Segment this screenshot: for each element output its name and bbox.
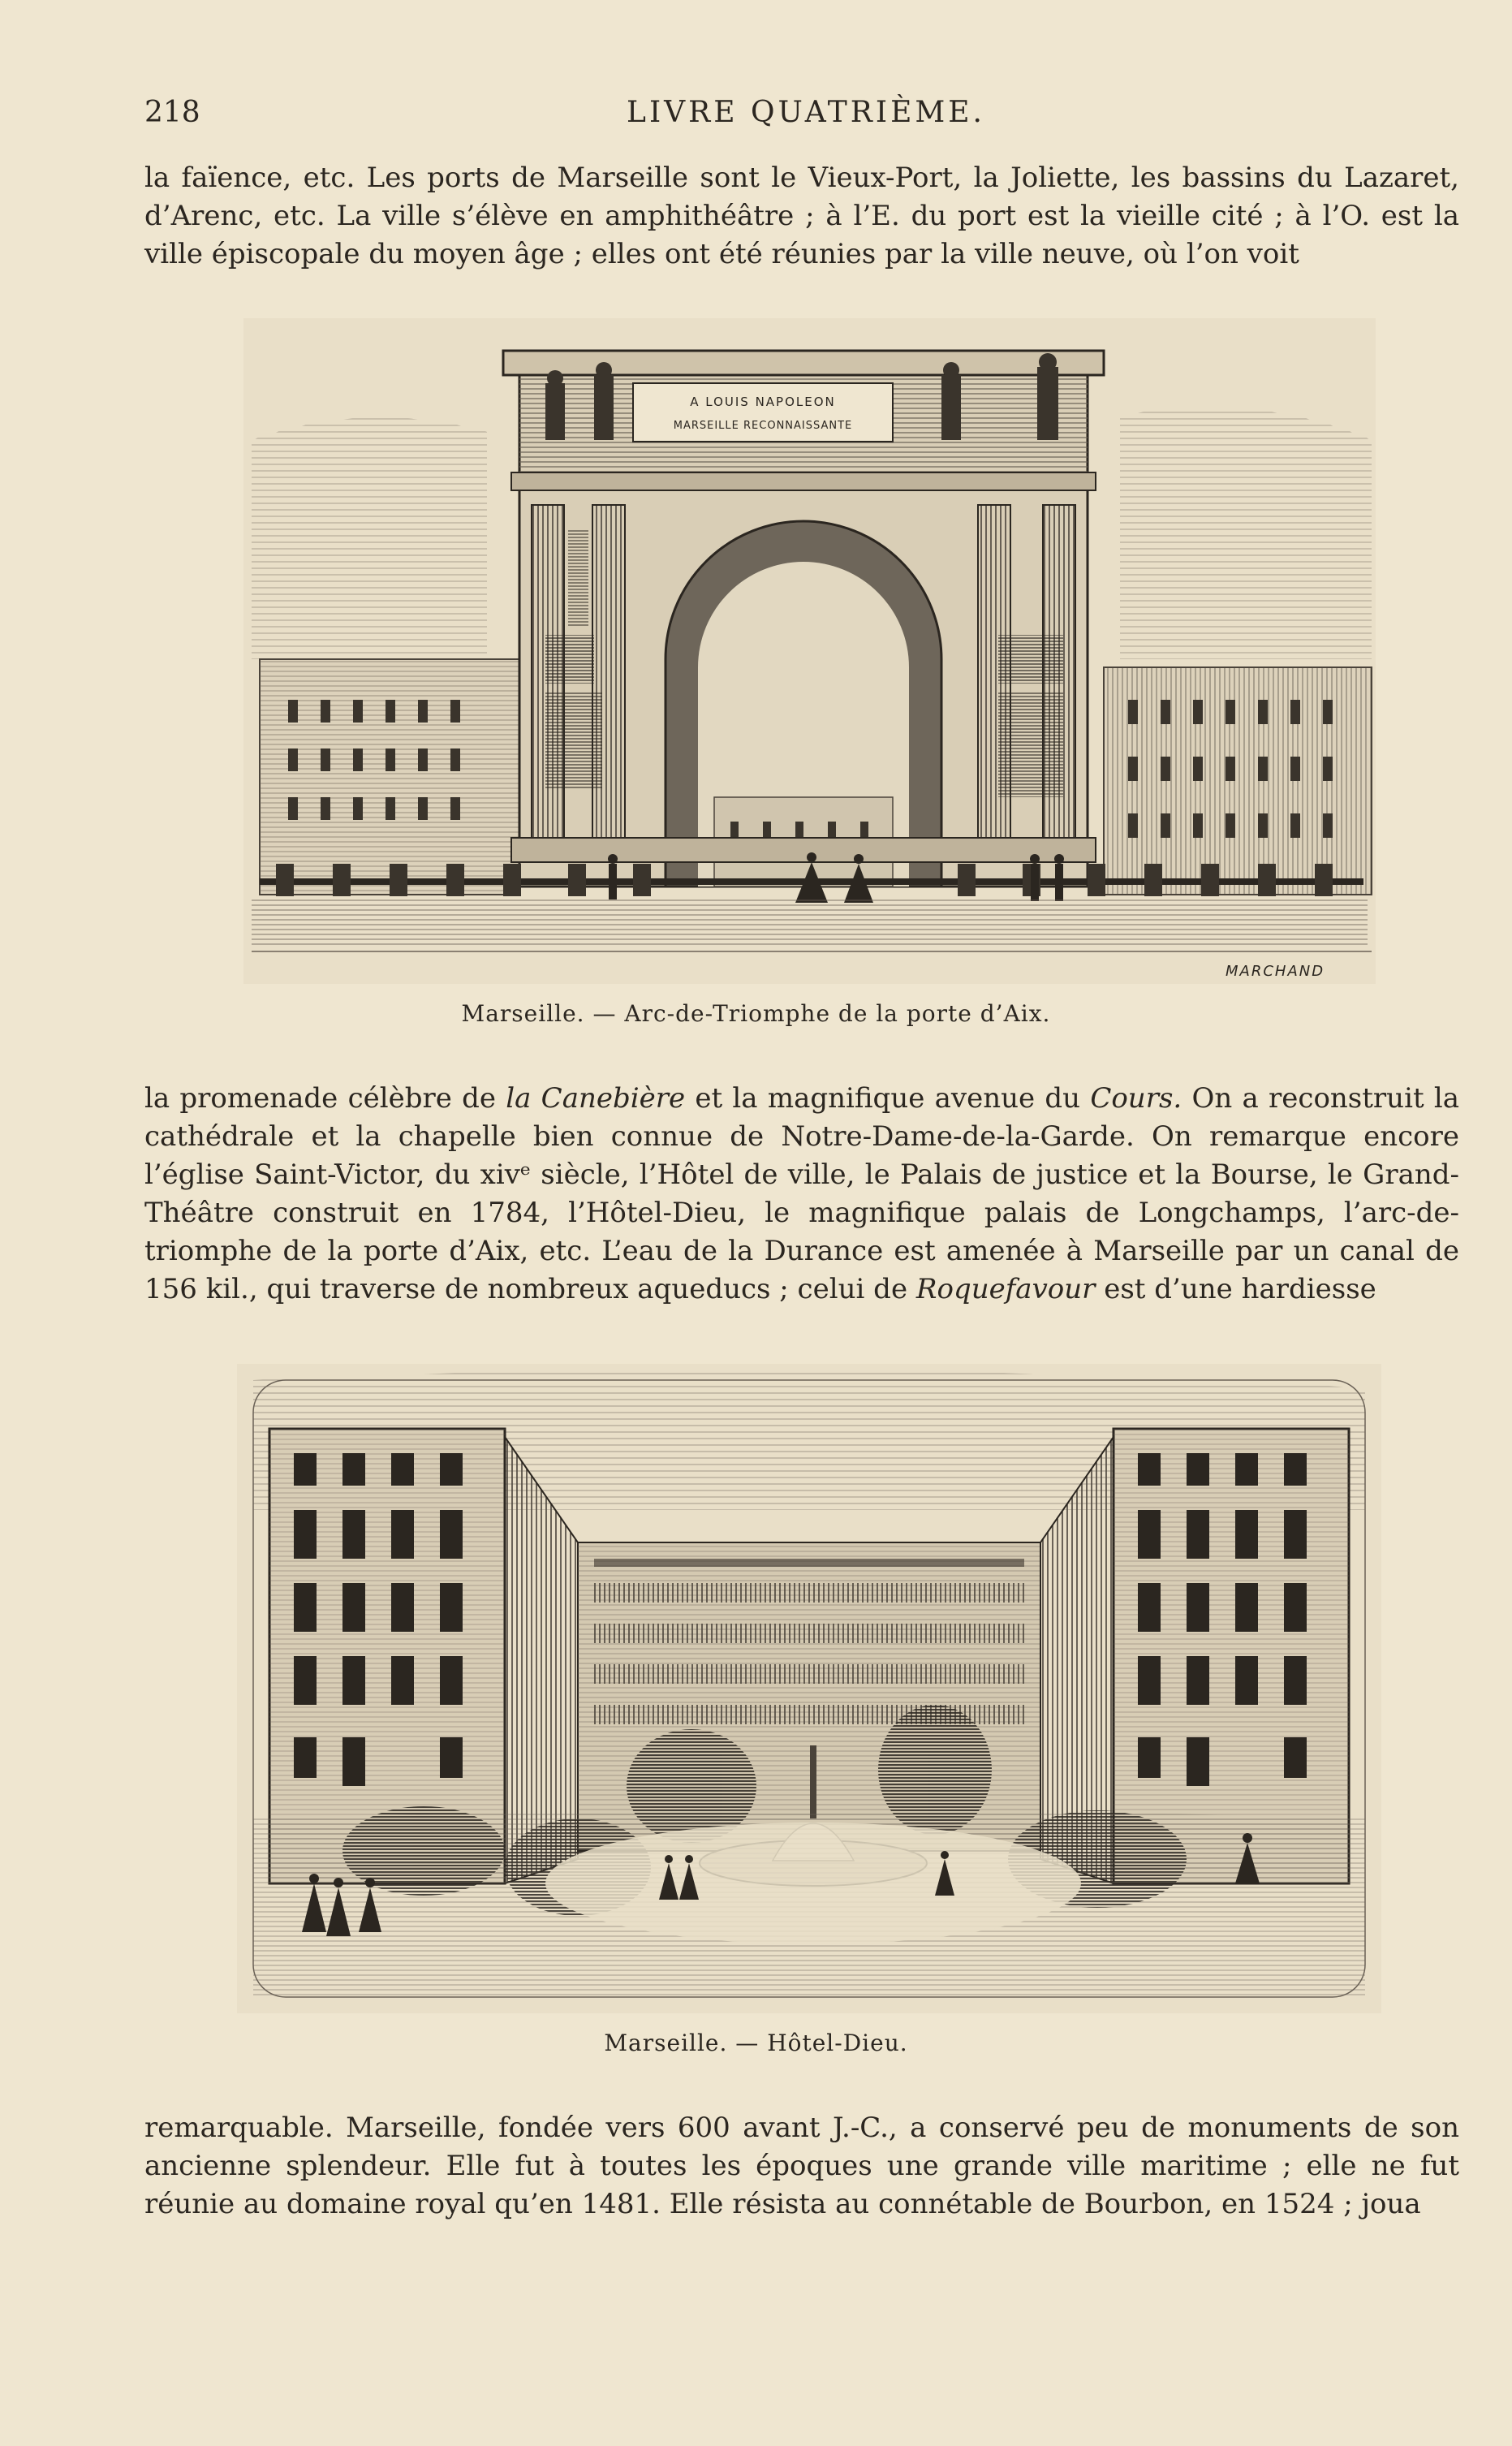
page-header [144, 96, 1467, 141]
figure-hotel-dieu [237, 1364, 1381, 2013]
figure-arc-de-triomphe [243, 318, 1376, 984]
text-run: est d’une hardiesse [1095, 1273, 1376, 1305]
italic-run: Roquefavour [915, 1273, 1096, 1305]
text-run: On a reconstruit la cathédrale et la chapelle bien connue de Notre-Dame-de-la-Garde. On remarque encore l’église Saint-Victor, du xivᵉ siècle, l’Hôtel de ville, le Palais de justice et la Bourse, le Grand-Théâtre construit en 1784, l’Hôtel-Dieu, le magnifique palais de Longchamps, l’arc-de-triomphe de la porte d’Aix, etc. L’eau de la Durance est amenée à Marseille par un canal de 156 kil., qui traverse de nombreux aqueducs ; celui de [144, 1082, 1460, 1305]
paragraph-middle-text [144, 1080, 1459, 1309]
arc-de-triomphe-engraving [243, 318, 1376, 984]
italic-run: la Canebière [506, 1082, 686, 1115]
text-run: et la magnifique avenue du [685, 1082, 1091, 1115]
inscription-line-2: MARSEILLE RECONNAISSANTE [673, 420, 853, 432]
paragraph-top [144, 159, 1459, 274]
inscription-line-1: A LOUIS NAPOLEON [690, 395, 836, 409]
hotel-dieu-engraving [237, 1364, 1381, 2013]
figure1-caption: Marseille. — Arc-de-Triomphe de la porte d’Aix. [461, 1000, 1051, 1027]
paragraph-top-text: la faïence, etc. Les ports de Marseille sont le Vieux-Port, la Joliette, les bassins du Lazaret, d’Arenc, etc. La ville s’élève en amphithéâtre ; à l’E. du port est la vieille cité ; à l’O. est la ville épiscopale du moyen âge ; elles ont été réunies par la ville neuve, où l’on voit [144, 162, 1459, 270]
running-title: LIVRE QUATRIÈME. [627, 96, 985, 129]
text-run: la promenade célèbre de [144, 1082, 506, 1115]
figure2-caption: Marseille. — Hôtel-Dieu. [604, 2030, 908, 2056]
arch-structure [503, 351, 1104, 887]
paragraph-bottom-text: remarquable. Marseille, fondée vers 600 avant J.-C., a conservé peu de monuments de son ancienne splendeur. Elle fut à toutes les époques une grande ville maritime ; elle ne fut réunie au domaine royal qu’en 1481. Elle résista au connétable de Bourbon, en 1524 ; joua [144, 2112, 1459, 2220]
paragraph-middle [144, 1080, 1459, 1309]
engraver-signature: MARCHAND [1226, 963, 1325, 980]
page-number: 218 [144, 96, 200, 129]
italic-run: Cours. [1090, 1082, 1182, 1115]
paragraph-bottom [144, 2109, 1459, 2224]
